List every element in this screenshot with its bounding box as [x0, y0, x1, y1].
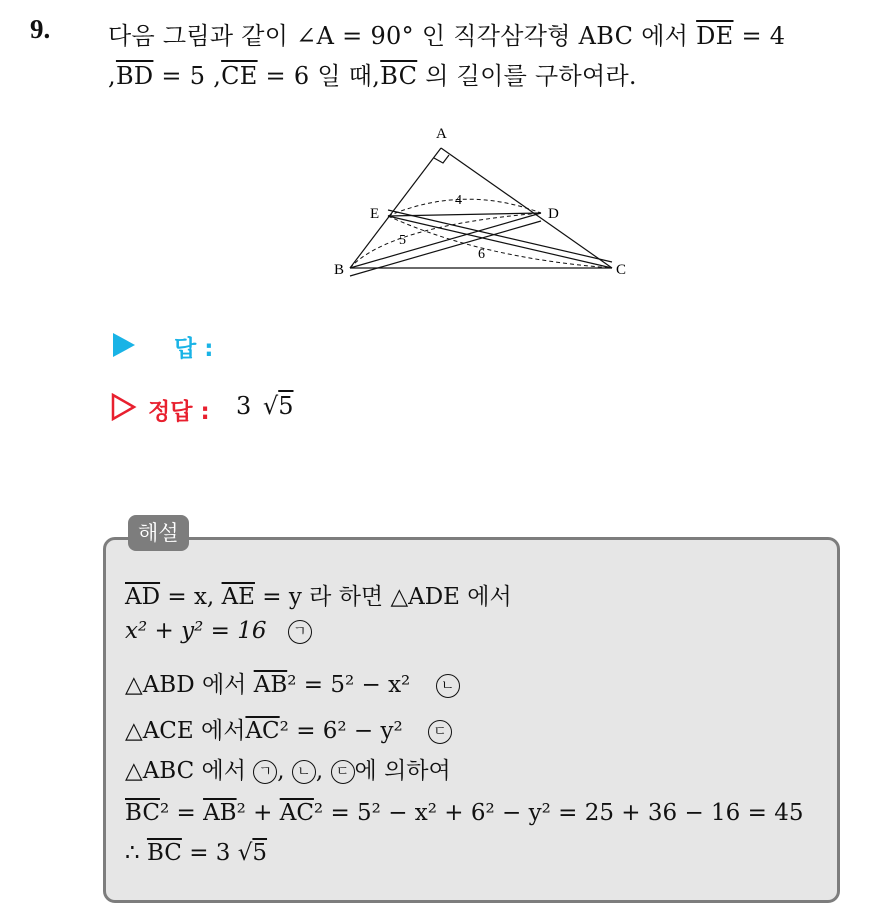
vertex-label-e: E [370, 206, 380, 222]
sol-seg-ab: $\overline{AB}$ [253, 672, 288, 698]
vertex-label-a: A [436, 126, 447, 142]
solution-line-1 [125, 578, 512, 611]
sol-seg-ae: $\overline{AE}$ [221, 584, 255, 610]
circled-nieun-icon: ㄴ [292, 760, 316, 784]
vertex-label-b: B [334, 262, 345, 278]
sol-text-3b: ² = 5² − x² [287, 672, 411, 698]
segment-de: $\overline{DE}$ [696, 22, 734, 50]
segment-line-ec [388, 216, 612, 268]
sol-seg-bc-2: $\overline{BC}$ [146, 840, 182, 866]
sol-text-7b: = 3 [181, 840, 238, 866]
vertex-label-c: C [616, 262, 627, 278]
sol-seg-ab-2: $\overline{AB}$ [203, 800, 237, 826]
question-text-1: 다음 그림과 같이 ∠A = 90° 인 직각삼각형 ABC 에서 [108, 22, 689, 50]
circled-giyeok-icon: ㄱ [253, 760, 277, 784]
answer-label: 답 : [174, 336, 214, 362]
correct-answer-value: 3 √5 [236, 392, 294, 420]
question-text-2c: = 6 일 때, [265, 62, 381, 90]
circled-nieun-icon: ㄴ [436, 674, 460, 698]
length-label-bd: 5 [399, 233, 406, 248]
segment-bd: $\overline{BD}$ [115, 62, 154, 90]
length-label-de: 4 [455, 193, 462, 208]
question-comma: , [108, 62, 116, 90]
segment-ce: $\overline{CE}$ [221, 62, 258, 90]
length-label-ce: 6 [478, 247, 485, 262]
circled-giyeok-icon: ㄱ [288, 620, 312, 644]
right-angle-mark [434, 155, 449, 163]
solution-line-5 [125, 752, 451, 785]
sol-text-5a: △ABC 에서 [125, 758, 254, 784]
solution-line-6 [125, 800, 803, 826]
sol-text-3a: △ABD 에서 [125, 672, 254, 698]
sol-text-6c: ² = 5² − x² + 6² − y² = 25 + 36 − 16 = 45 [313, 800, 804, 826]
solution-line-3 [125, 666, 460, 699]
sol-text-5b: , [277, 758, 292, 784]
correct-answer-radicand: 5 [278, 392, 294, 420]
sol-text-1b: = y 라 하면 △ADE 에서 [254, 584, 512, 610]
question-line-1 [108, 16, 785, 51]
circled-digeut-icon: ㄷ [428, 720, 452, 744]
sol-text-6b: ² + [236, 800, 280, 826]
question-number: 9. [30, 14, 51, 44]
question-text-2b: = 5 , [161, 62, 222, 90]
play-triangle-icon [113, 333, 135, 357]
side-ab [350, 148, 441, 268]
solution-line-2 [125, 618, 312, 644]
question-text-1-end: = 4 [741, 22, 786, 50]
sol-seg-ac-2: $\overline{AC}$ [279, 800, 314, 826]
triangle-figure [330, 118, 640, 283]
sol-seg-bc: $\overline{BC}$ [125, 800, 160, 826]
segment-line-ec-2 [388, 210, 612, 262]
question-text-2d: 의 길이를 구하여라. [425, 62, 637, 90]
sol-text-1a: = x, [160, 584, 222, 610]
correct-answer-coef: 3 [236, 392, 252, 420]
sol-text-2: x² + y² = 16 [125, 618, 267, 644]
outline-triangle-icon [111, 393, 137, 421]
sol-text-6a: ² = [159, 800, 204, 826]
sol-text-4b: ² = 6² − y² [279, 718, 403, 744]
sol-text-4a: △ACE 에서 [125, 718, 246, 744]
question-line-2 [108, 56, 637, 91]
segment-bc: $\overline{BC}$ [380, 62, 418, 90]
sol-text-5d: 에 의하여 [354, 758, 451, 784]
sol-radicand: 5 [252, 840, 268, 866]
sol-seg-ac: $\overline{AC}$ [245, 718, 280, 744]
solution-tab: 해설 [128, 515, 189, 551]
sol-text-5c: , [315, 758, 331, 784]
solution-line-7: ∴ $\overline{BC} = 3$ √5 [125, 840, 268, 866]
sol-seg-ad: $\overline{AD}$ [125, 584, 161, 610]
solution-line-4 [125, 712, 452, 745]
sol-text-7a: ∴ [125, 840, 147, 866]
circled-digeut-icon: ㄷ [331, 760, 355, 784]
correct-answer-label: 정답 : [148, 399, 210, 425]
vertex-label-d: D [548, 206, 559, 222]
